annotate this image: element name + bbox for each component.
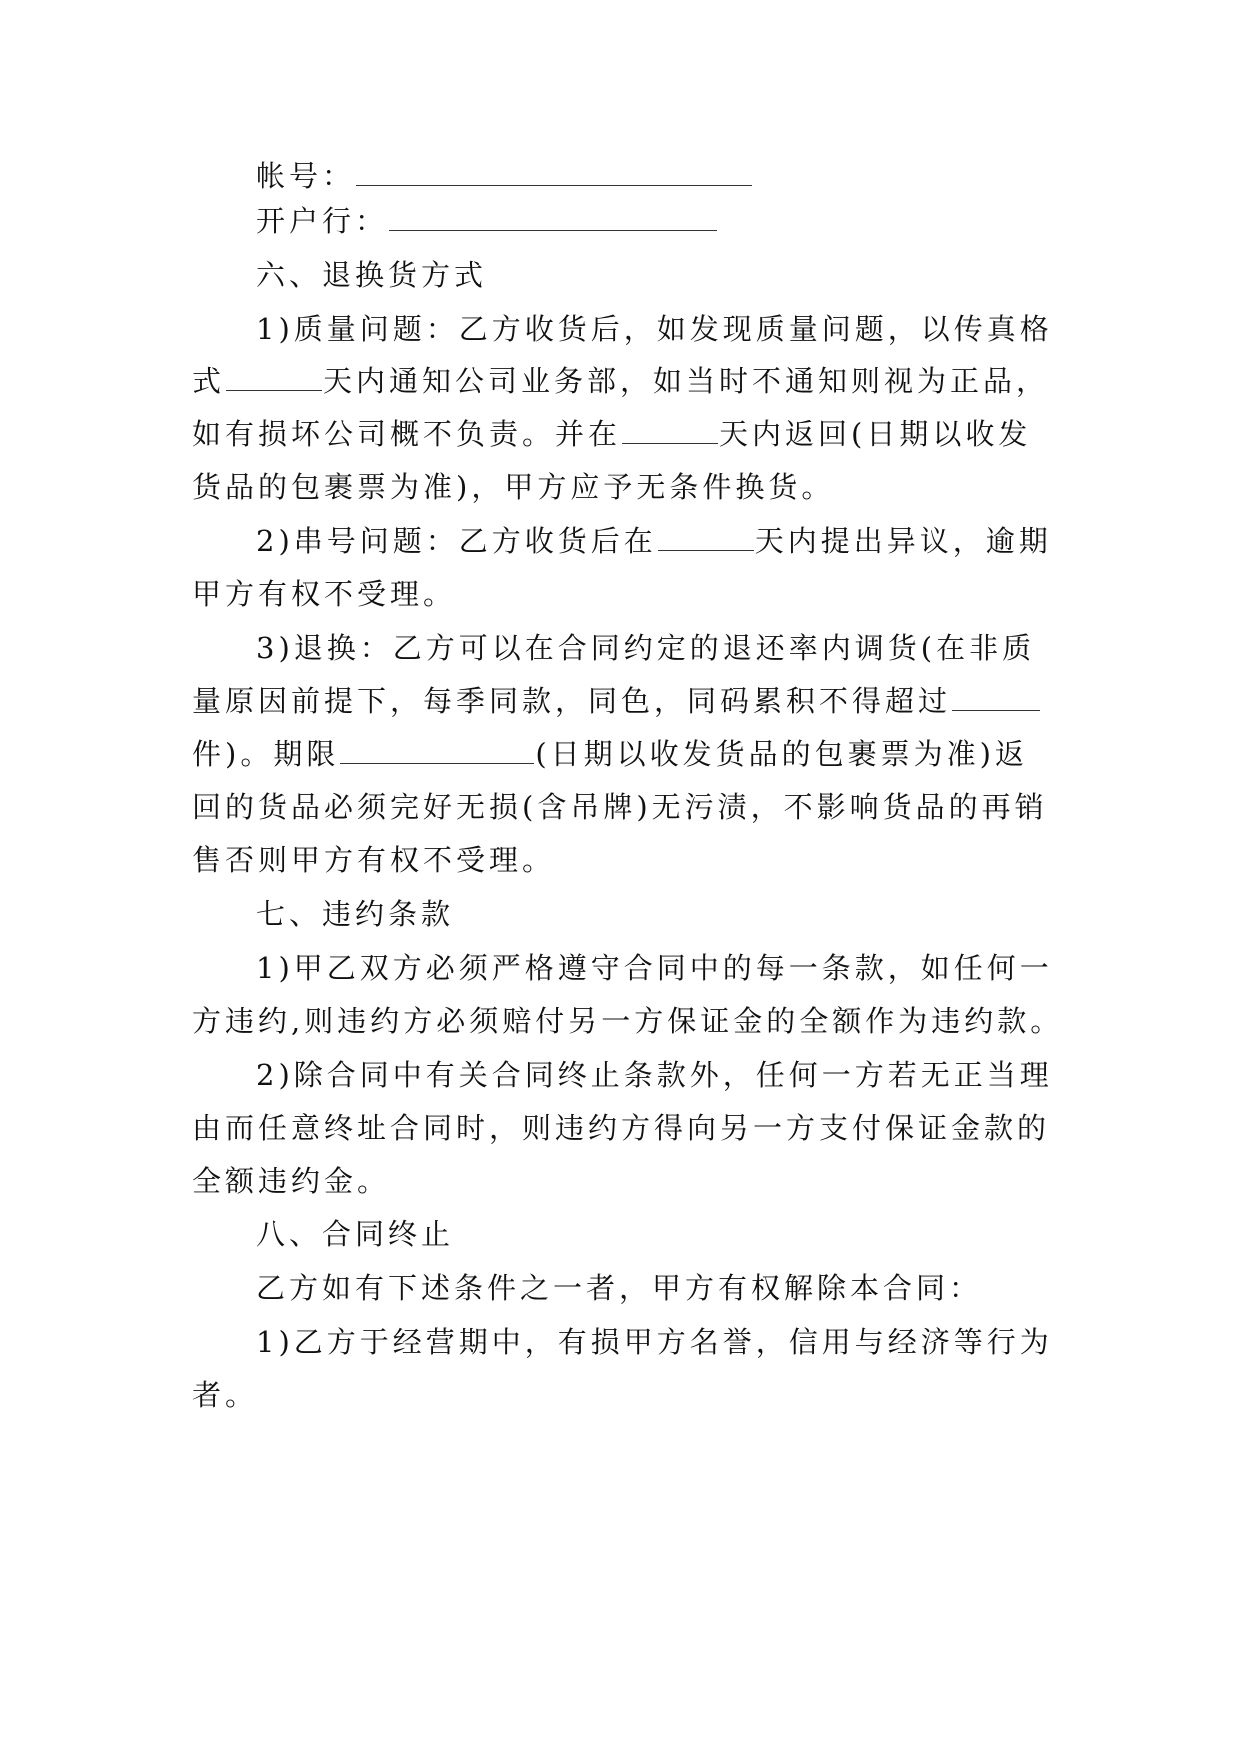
account-label: 帐号： [256, 159, 356, 193]
s6-p3-l3-end: (日期以收发货品的包裹票为准)返 [535, 737, 1028, 771]
s7-p1-line-1: 1)甲乙双方必须严格遵守合同中的每一条款，如任何一 [256, 951, 1053, 985]
s7-p1-line-2: 方违约,则违约方必须赔付另一方保证金的全额作为违约款。 [192, 1004, 1064, 1038]
bank-blank[interactable] [389, 204, 717, 231]
account-line [256, 156, 753, 196]
s6-p1-l2-start: 式 [192, 364, 226, 398]
s6-p3-line-1: 3)退换：乙方可以在合同约定的退还率内调货(在非质 [256, 631, 1036, 665]
s6-p2-l1-end: 天内提出异议，逾期 [754, 524, 1052, 558]
s6-p1-line-2 [192, 361, 1049, 401]
days-blank-3[interactable] [658, 524, 754, 551]
term-blank[interactable] [340, 737, 534, 764]
s7-p2-line-3: 全额违约金。 [192, 1164, 391, 1198]
s6-p2-line-2: 甲方有权不受理。 [192, 577, 457, 611]
s6-p3-line-3 [192, 734, 1028, 774]
s6-p3-line-4: 回的货品必须完好无损(含吊牌)无污渍，不影响货品的再销 [192, 790, 1048, 824]
s6-p1-l2-end: 天内通知公司业务部，如当时不通知则视为正品， [323, 364, 1050, 398]
section-6-heading: 六、退换货方式 [256, 258, 488, 292]
s6-p1-line-4: 货品的包裹票为准)，甲方应予无条件换货。 [192, 470, 835, 504]
s6-p1-l3-start: 如有损坏公司概不负责。并在 [192, 417, 622, 451]
s6-p3-line-2 [192, 681, 1041, 721]
s6-p2-l1-start: 2)串号问题：乙方收货后在 [256, 524, 657, 558]
account-blank[interactable] [356, 159, 752, 186]
bank-label: 开户行： [256, 204, 389, 238]
days-blank-1[interactable] [226, 364, 322, 391]
s6-p1-line-3 [192, 414, 1031, 454]
s8-p1-line-2: 者。 [192, 1378, 259, 1412]
s6-p1-line-1: 1)质量问题：乙方收货后，如发现质量问题，以传真格 [256, 312, 1053, 346]
s8-p1-line-1: 1)乙方于经营期中，有损甲方名誉，信用与经济等行为 [256, 1325, 1053, 1359]
bank-line [256, 201, 718, 241]
s8-intro: 乙方如有下述条件之一者，甲方有权解除本合同： [256, 1271, 983, 1305]
section-7-heading: 七、违约条款 [256, 897, 455, 931]
s7-p2-line-1: 2)除合同中有关合同终止条款外，任何一方若无正当理 [256, 1058, 1053, 1092]
pieces-blank[interactable] [952, 684, 1040, 711]
s6-p2-line-1 [256, 521, 1052, 561]
s6-p3-l3-start: 件)。期限 [192, 737, 340, 771]
s7-p2-line-2: 由而任意终址合同时，则违约方得向另一方支付保证金款的 [192, 1111, 1051, 1145]
s6-p3-l2-text: 量原因前提下，每季同款，同色，同码累积不得超过 [192, 684, 952, 718]
section-8-heading: 八、合同终止 [256, 1217, 455, 1251]
days-blank-2[interactable] [622, 417, 718, 444]
s6-p1-l3-end: 天内返回(日期以收发 [719, 417, 1032, 451]
s6-p3-line-5: 售否则甲方有权不受理。 [192, 843, 556, 877]
